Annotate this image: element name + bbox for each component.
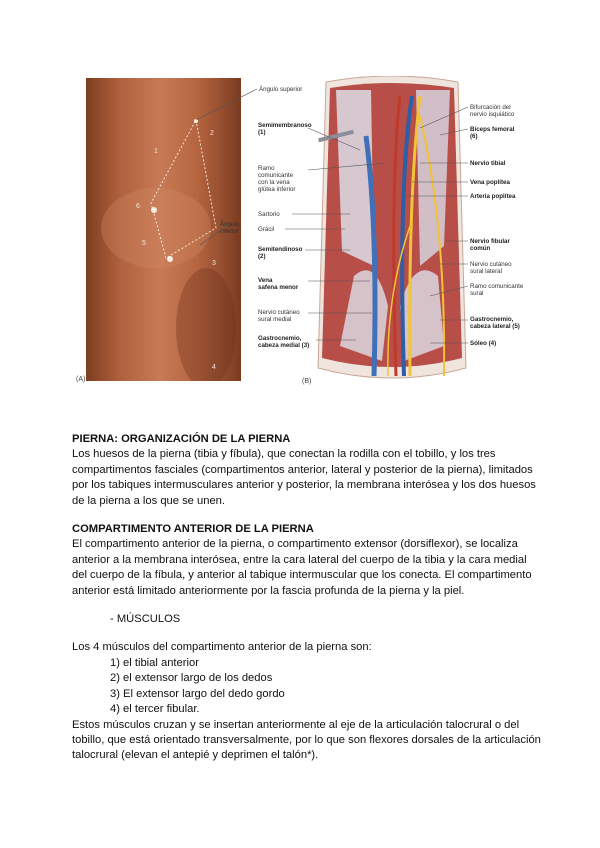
- panel-a-number-6: 6: [136, 203, 140, 210]
- label-bifurcacion-isquiatico: Bifurcación del nervio isquiático: [470, 104, 515, 118]
- anatomy-figure: [0, 0, 600, 400]
- panel-a-number-1: 1: [154, 148, 158, 155]
- panel-a-tag: (A): [76, 376, 86, 383]
- paragraph-organizacion: Los huesos de la pierna (tibia y fíbula), que conectan la rodilla con el tobillo, y los tres compartimentos fasciales (compartimentos anterior, lateral y posterior de la pierna), limitados por los tabiques intermusculares anterior y posterior, la membrana interósea y los dos huesos de la pierna a los que se unen.: [72, 448, 536, 507]
- label-ramo-comunicante-glutea: Ramo comunicante con la vena glútea inferior: [258, 165, 296, 193]
- label-semitendinoso: Semitendinoso (2): [258, 246, 303, 260]
- list-item: 1) el tibial anterior: [110, 656, 199, 669]
- panel-a-number-4: 4: [212, 364, 216, 371]
- label-nervio-cutaneo-sural-lateral: Nervio cutáneo sural lateral: [470, 261, 512, 275]
- label-ramo-comunicante-sural: Ramo comunicante sural: [470, 283, 524, 297]
- popliteal-fossa-drawing: [86, 78, 241, 381]
- label-soleo: Sóleo (4): [470, 340, 497, 347]
- label-vena-safena-menor: Vena safena menor: [258, 277, 299, 291]
- paragraph-musculos-intro: Los 4 músculos del compartimento anterior de la pierna son:: [72, 641, 372, 654]
- label-biceps-femoral: Bíceps femoral (6): [470, 126, 515, 140]
- label-arteria-poplitea: Arteria poplítea: [470, 193, 516, 200]
- label-semimembranoso: Semimembranoso (1): [258, 122, 312, 136]
- popliteal-dissection-drawing: [316, 76, 468, 386]
- heading-compartimento-anterior: COMPARTIMENTO ANTERIOR DE LA PIERNA: [72, 523, 314, 536]
- list-item: 3) El extensor largo del dedo gordo: [110, 687, 285, 700]
- label-nervio-fibular-comun: Nervio fibular común: [470, 238, 510, 252]
- label-nervio-tibial: Nervio tibial: [470, 160, 506, 167]
- label-gastrocnemio-lateral: Gastrocnemio, cabeza lateral (5): [470, 316, 520, 330]
- label-nervio-cutaneo-sural-medial: Nervio cutáneo sural medial: [258, 309, 300, 323]
- document-text: [72, 432, 542, 764]
- panel-a-photo: [86, 78, 241, 381]
- panel-b-tag: (B): [302, 378, 312, 385]
- label-sartorio: Sartorio: [258, 211, 280, 218]
- heading-pierna-organizacion: PIERNA: ORGANIZACIÓN DE LA PIERNA: [72, 433, 291, 445]
- label-angulo-inferior: Ángulo inferior: [220, 221, 240, 235]
- paragraph-musculos-accion: Estos músculos cruzan y se insertan anteriormente al eje de la articulación talocrural o del tobillo, que está orientado transversalmente, por lo que son flexores dorsales de la articulación talocrural (elevan el antepié y deprimen el talón*).: [72, 718, 541, 762]
- list-item: 2) el extensor largo de los dedos: [110, 672, 273, 685]
- list-item: 4) el tercer fibular.: [110, 703, 200, 716]
- subheading-musculos: - MÚSCULOS: [110, 613, 181, 626]
- label-gracil: Grácil: [258, 226, 275, 233]
- label-vena-poplitea: Vena poplítea: [470, 179, 510, 186]
- panel-b-dissection: [316, 76, 468, 386]
- label-gastrocnemio-medial: Gastrocnemio, cabeza medial (3): [258, 335, 310, 349]
- panel-a-number-3: 3: [212, 260, 216, 267]
- muscle-list: [72, 656, 542, 718]
- panel-a-number-5: 5: [142, 240, 146, 247]
- paragraph-compartimento-anterior: El compartimento anterior de la pierna, o compartimento extensor (dorsiflexor), se localiza anterior a la membrana interósea, entre la cara lateral del cuerpo de la tibia y la cara medial del cuerpo de la fíbula, y anterior al tabique intermuscular que los conecta. El compartimento anterior está limitado anteriormente por la fascia profunda de la pierna y la piel.: [72, 538, 532, 597]
- panel-a-number-2: 2: [210, 130, 214, 137]
- label-angulo-superior: Ángulo superior: [259, 86, 303, 93]
